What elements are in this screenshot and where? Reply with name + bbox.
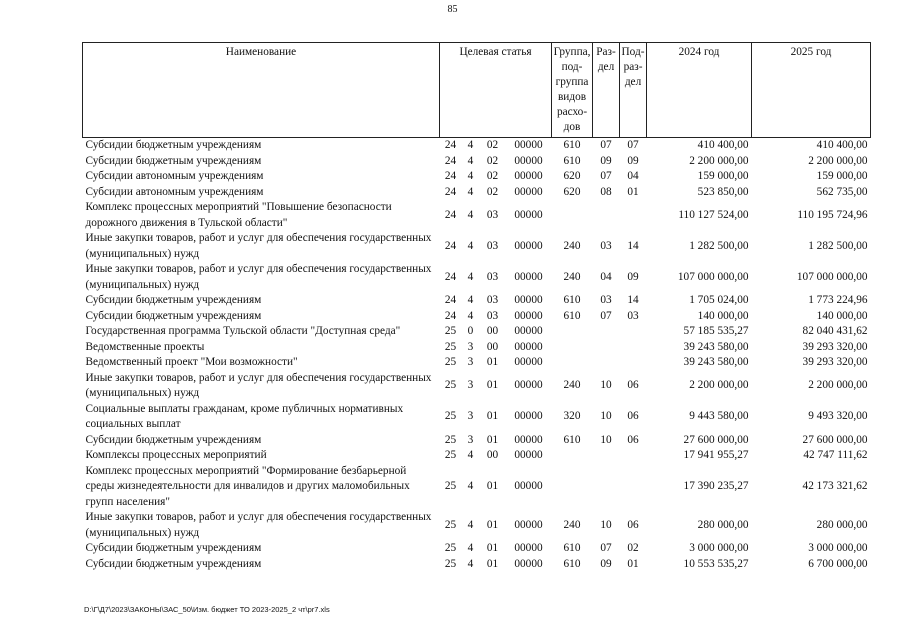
row-element-code: 02 — [486, 185, 499, 198]
row-amount-2024: 107 000 000,00 — [677, 270, 749, 283]
row-name: Государственная программа Тульской области "Доступная среда" — [85, 325, 401, 337]
row-section: 09 — [600, 154, 612, 167]
row-name: Субсидии бюджетным учреждениям — [85, 139, 262, 151]
row-program-code: 25 — [444, 410, 457, 423]
row-subprogram-code: 4 — [467, 449, 474, 461]
row-amount-2025: 39 293 320,00 — [802, 340, 868, 353]
row-subprogram-code: 4 — [467, 139, 474, 151]
page-number: 85 — [447, 4, 458, 15]
row-program-code: 24 — [444, 309, 457, 322]
row-amount-2024: 17 941 955,27 — [683, 449, 749, 461]
row-amount-2024: 27 600 000,00 — [683, 433, 749, 446]
table-row — [83, 138, 871, 154]
row-subprogram-code: 4 — [467, 480, 474, 492]
row-subsection: 06 — [627, 410, 639, 423]
row-amount-2024: 39 243 580,00 — [683, 340, 749, 353]
row-section — [593, 448, 620, 464]
row-amount-2024: 57 185 535,27 — [683, 325, 749, 337]
header-2025: 2025 год — [752, 43, 871, 138]
row-amount-2025: 410 400,00 — [816, 139, 868, 151]
row-amount-2025: 107 000 000,00 — [796, 270, 868, 283]
row-program-code: 24 — [444, 294, 457, 306]
row-subsection — [620, 324, 647, 340]
row-direction-code: 00000 — [514, 139, 543, 151]
row-expense-group — [552, 355, 593, 371]
row-program-code: 25 — [444, 557, 457, 570]
row-element-code: 03 — [486, 239, 499, 252]
row-name: Субсидии бюджетным учреждениям — [85, 294, 262, 306]
row-section — [593, 200, 620, 231]
row-program-code: 25 — [444, 340, 457, 353]
row-direction-code: 00000 — [514, 433, 543, 446]
row-subsection: 09 — [627, 270, 639, 283]
row-expense-group: 610 — [563, 542, 581, 554]
row-section — [593, 355, 620, 371]
row-element-code: 01 — [486, 557, 499, 570]
row-direction-code: 00000 — [514, 449, 543, 461]
row-subsection — [620, 448, 647, 464]
table-body — [83, 138, 871, 573]
row-subprogram-code: 4 — [467, 557, 474, 570]
table-row — [83, 185, 871, 201]
row-program-code: 24 — [444, 270, 457, 283]
row-amount-2025: 3 000 000,00 — [808, 542, 868, 554]
row-name: Субсидии бюджетным учреждениям — [85, 542, 262, 554]
row-section: 07 — [600, 170, 612, 182]
row-subprogram-code: 4 — [467, 542, 474, 554]
row-program-code: 25 — [444, 518, 457, 531]
row-expense-group: 610 — [563, 154, 581, 167]
row-name: Комплексы процессных мероприятий — [85, 449, 267, 461]
row-program-code: 25 — [444, 480, 457, 492]
table-row — [83, 464, 871, 511]
row-direction-code: 00000 — [514, 185, 543, 198]
row-name: Субсидии автономным учреждениям — [85, 170, 264, 182]
row-subsection: 09 — [627, 154, 639, 167]
row-amount-2024: 280 000,00 — [697, 518, 749, 531]
row-section — [593, 464, 620, 511]
row-amount-2024: 140 000,00 — [697, 309, 749, 322]
table-row — [83, 340, 871, 356]
row-name: Социальные выплаты гражданам, кроме публичных нормативных социальных выплат — [85, 402, 404, 430]
row-amount-2025: 6 700 000,00 — [808, 557, 868, 570]
row-subprogram-code: 4 — [467, 154, 474, 167]
row-element-code: 01 — [486, 356, 499, 368]
row-amount-2024: 1 705 024,00 — [689, 294, 749, 306]
row-direction-code: 00000 — [514, 208, 543, 221]
row-element-code: 00 — [486, 449, 499, 461]
row-element-code: 01 — [486, 518, 499, 531]
row-subsection: 06 — [627, 518, 639, 531]
row-name: Ведомственный проект "Мои возможности" — [85, 356, 298, 368]
row-subprogram-code: 4 — [467, 294, 474, 306]
row-name: Ведомственные проекты — [85, 340, 205, 353]
row-expense-group: 610 — [563, 139, 581, 151]
row-amount-2025: 82 040 431,62 — [802, 325, 868, 337]
row-subsection: 06 — [627, 433, 639, 446]
row-program-code: 24 — [444, 185, 457, 198]
row-name: Комплекс процессных мероприятий "Формирование безбарьерной среды жизнедеятельности для инвалидов и других маломобильных групп населения" — [85, 464, 410, 508]
row-expense-group: 240 — [563, 270, 581, 283]
row-amount-2025: 39 293 320,00 — [802, 356, 868, 368]
row-expense-group: 610 — [563, 309, 581, 322]
row-expense-group — [552, 464, 593, 511]
row-subprogram-code: 4 — [467, 185, 474, 198]
row-direction-code: 00000 — [514, 170, 543, 182]
row-amount-2024: 523 850,00 — [697, 185, 749, 198]
row-subsection: 04 — [627, 170, 639, 182]
row-expense-group: 610 — [563, 294, 581, 306]
file-path-footer: D:\Г\Д7\2023\ЗАКОНЫ\ЗАС_50\Изм. бюджет ТО 2023-2025_2 чт\pr7.xls — [84, 605, 330, 614]
row-subprogram-code: 4 — [467, 239, 474, 252]
row-name: Субсидии бюджетным учреждениям — [85, 557, 262, 570]
row-section: 07 — [600, 309, 612, 322]
row-direction-code: 00000 — [514, 557, 543, 570]
row-subprogram-code: 3 — [467, 356, 474, 368]
row-name: Субсидии бюджетным учреждениям — [85, 309, 262, 322]
row-program-code: 25 — [444, 433, 457, 446]
row-name: Субсидии бюджетным учреждениям — [85, 433, 262, 446]
row-subsection — [620, 340, 647, 356]
row-amount-2024: 110 127 524,00 — [678, 208, 749, 221]
row-element-code: 02 — [486, 139, 499, 151]
row-subprogram-code: 0 — [467, 325, 474, 337]
row-direction-code: 00000 — [514, 340, 543, 353]
row-section: 10 — [600, 518, 612, 531]
row-name: Иные закупки товаров, работ и услуг для обеспечения государственных (муниципальных) нужд — [85, 263, 432, 291]
row-section: 07 — [600, 542, 612, 554]
row-element-code: 03 — [486, 270, 499, 283]
row-expense-group: 240 — [563, 379, 581, 392]
row-amount-2024: 1 282 500,00 — [689, 239, 749, 252]
row-program-code: 25 — [444, 356, 457, 368]
row-amount-2024: 10 553 535,27 — [683, 557, 749, 570]
row-program-code: 24 — [444, 139, 457, 151]
row-element-code: 03 — [486, 309, 499, 322]
row-program-code: 24 — [444, 239, 457, 252]
row-amount-2024: 2 200 000,00 — [689, 379, 749, 392]
row-direction-code: 00000 — [514, 325, 543, 337]
row-name: Иные закупки товаров, работ и услуг для обеспечения государственных (муниципальных) нужд — [85, 511, 432, 539]
row-program-code: 24 — [444, 170, 457, 182]
budget-table — [82, 42, 871, 572]
row-amount-2025: 27 600 000,00 — [802, 433, 868, 446]
row-section: 07 — [600, 139, 612, 151]
row-section: 09 — [600, 557, 612, 570]
table-row — [83, 154, 871, 170]
row-subsection: 14 — [627, 294, 639, 306]
row-section: 03 — [600, 239, 612, 252]
row-expense-group: 610 — [563, 557, 581, 570]
row-amount-2025: 110 195 724,96 — [797, 208, 868, 221]
row-amount-2024: 159 000,00 — [697, 170, 749, 182]
table-row — [83, 557, 871, 573]
row-direction-code: 00000 — [514, 410, 543, 423]
row-subsection: 03 — [627, 309, 639, 322]
row-amount-2025: 280 000,00 — [816, 518, 868, 531]
row-amount-2024: 2 200 000,00 — [689, 154, 749, 167]
row-subprogram-code: 3 — [467, 410, 474, 423]
row-direction-code: 00000 — [514, 480, 543, 492]
row-expense-group — [552, 448, 593, 464]
row-subprogram-code: 3 — [467, 340, 474, 353]
row-direction-code: 00000 — [514, 154, 543, 167]
row-section: 08 — [600, 185, 612, 198]
row-expense-group: 240 — [563, 518, 581, 531]
row-direction-code: 00000 — [514, 239, 543, 252]
row-amount-2025: 159 000,00 — [816, 170, 868, 182]
row-expense-group: 610 — [563, 433, 581, 446]
row-subsection — [620, 464, 647, 511]
row-subprogram-code: 4 — [467, 270, 474, 283]
row-subsection: 06 — [627, 379, 639, 392]
row-amount-2025: 1 773 224,96 — [808, 294, 868, 306]
table-row — [83, 293, 871, 309]
row-element-code: 03 — [486, 208, 499, 221]
row-element-code: 01 — [486, 480, 499, 492]
row-program-code: 25 — [444, 449, 457, 461]
row-expense-group — [552, 200, 593, 231]
row-subsection: 01 — [627, 557, 639, 570]
table-row — [83, 200, 871, 231]
row-expense-group: 620 — [563, 185, 581, 198]
row-name: Иные закупки товаров, работ и услуг для обеспечения государственных (муниципальных) нужд — [85, 371, 432, 399]
row-element-code: 02 — [486, 154, 499, 167]
row-amount-2024: 9 443 580,00 — [689, 410, 749, 423]
row-amount-2025: 9 493 320,00 — [808, 410, 868, 423]
row-amount-2024: 39 243 580,00 — [683, 356, 749, 368]
row-expense-group: 620 — [563, 170, 581, 182]
row-subprogram-code: 3 — [467, 379, 474, 392]
row-program-code: 25 — [444, 325, 457, 337]
row-amount-2024: 3 000 000,00 — [689, 542, 749, 554]
row-direction-code: 00000 — [514, 379, 543, 392]
table-row — [83, 231, 871, 262]
row-section: 10 — [600, 379, 612, 392]
table-row — [83, 169, 871, 185]
row-element-code: 00 — [486, 325, 499, 337]
row-program-code: 25 — [444, 379, 457, 392]
row-program-code: 24 — [444, 208, 457, 221]
table-row — [83, 402, 871, 433]
row-element-code: 01 — [486, 542, 499, 554]
row-direction-code: 00000 — [514, 356, 543, 368]
row-section — [593, 324, 620, 340]
header-target-article: Целевая статья — [440, 43, 552, 138]
row-expense-group — [552, 324, 593, 340]
row-amount-2025: 2 200 000,00 — [808, 154, 868, 167]
row-expense-group — [552, 340, 593, 356]
row-amount-2025: 42 173 321,62 — [802, 480, 868, 492]
row-element-code: 01 — [486, 410, 499, 423]
row-direction-code: 00000 — [514, 542, 543, 554]
table-row — [83, 541, 871, 557]
table-row — [83, 355, 871, 371]
row-subprogram-code: 4 — [467, 208, 474, 221]
row-subsection: 14 — [627, 239, 639, 252]
row-section: 10 — [600, 410, 612, 423]
row-amount-2025: 2 200 000,00 — [808, 379, 868, 392]
row-expense-group: 320 — [563, 410, 581, 423]
header-group: Группа, под-группа видов расхо-дов — [552, 43, 593, 138]
row-element-code: 01 — [486, 379, 499, 392]
row-amount-2024: 17 390 235,27 — [683, 480, 749, 492]
row-element-code: 02 — [486, 170, 499, 182]
row-section: 03 — [600, 294, 612, 306]
row-subsection — [620, 200, 647, 231]
header-2024: 2024 год — [647, 43, 752, 138]
row-subsection: 07 — [627, 139, 639, 151]
row-subprogram-code: 4 — [467, 309, 474, 322]
row-amount-2025: 562 735,00 — [816, 185, 868, 198]
table-row — [83, 448, 871, 464]
header-subsection: Под-раз-дел — [620, 43, 647, 138]
row-section — [593, 340, 620, 356]
row-name: Субсидии бюджетным учреждениям — [85, 154, 262, 167]
row-expense-group: 240 — [563, 239, 581, 252]
row-subsection: 02 — [627, 542, 639, 554]
table-row — [83, 371, 871, 402]
row-amount-2025: 1 282 500,00 — [808, 239, 868, 252]
table-row — [83, 433, 871, 449]
row-direction-code: 00000 — [514, 270, 543, 283]
row-element-code: 01 — [486, 433, 499, 446]
row-element-code: 03 — [486, 294, 499, 306]
row-subprogram-code: 4 — [467, 518, 474, 531]
row-element-code: 00 — [486, 340, 499, 353]
row-name: Субсидии автономным учреждениям — [85, 185, 264, 198]
table-header-row — [83, 43, 871, 138]
row-subprogram-code: 3 — [467, 433, 474, 446]
header-name: Наименование — [83, 43, 440, 138]
row-direction-code: 00000 — [514, 294, 543, 306]
row-amount-2024: 410 400,00 — [697, 139, 749, 151]
table-row — [83, 262, 871, 293]
row-program-code: 24 — [444, 154, 457, 167]
row-direction-code: 00000 — [514, 309, 543, 322]
header-section: Раз-дел — [593, 43, 620, 138]
row-subsection — [620, 355, 647, 371]
table-row — [83, 510, 871, 541]
row-section: 04 — [600, 270, 612, 283]
row-name: Иные закупки товаров, работ и услуг для обеспечения государственных (муниципальных) нужд — [85, 232, 432, 260]
row-program-code: 25 — [444, 542, 457, 554]
row-amount-2025: 42 747 111,62 — [803, 449, 868, 461]
table-row — [83, 324, 871, 340]
row-amount-2025: 140 000,00 — [816, 309, 868, 322]
row-name: Комплекс процессных мероприятий "Повышение безопасности дорожного движения в Тульской области" — [85, 201, 392, 229]
table-row — [83, 309, 871, 325]
row-section: 10 — [600, 433, 612, 446]
row-subsection: 01 — [627, 185, 639, 198]
row-direction-code: 00000 — [514, 518, 543, 531]
row-subprogram-code: 4 — [467, 170, 474, 182]
